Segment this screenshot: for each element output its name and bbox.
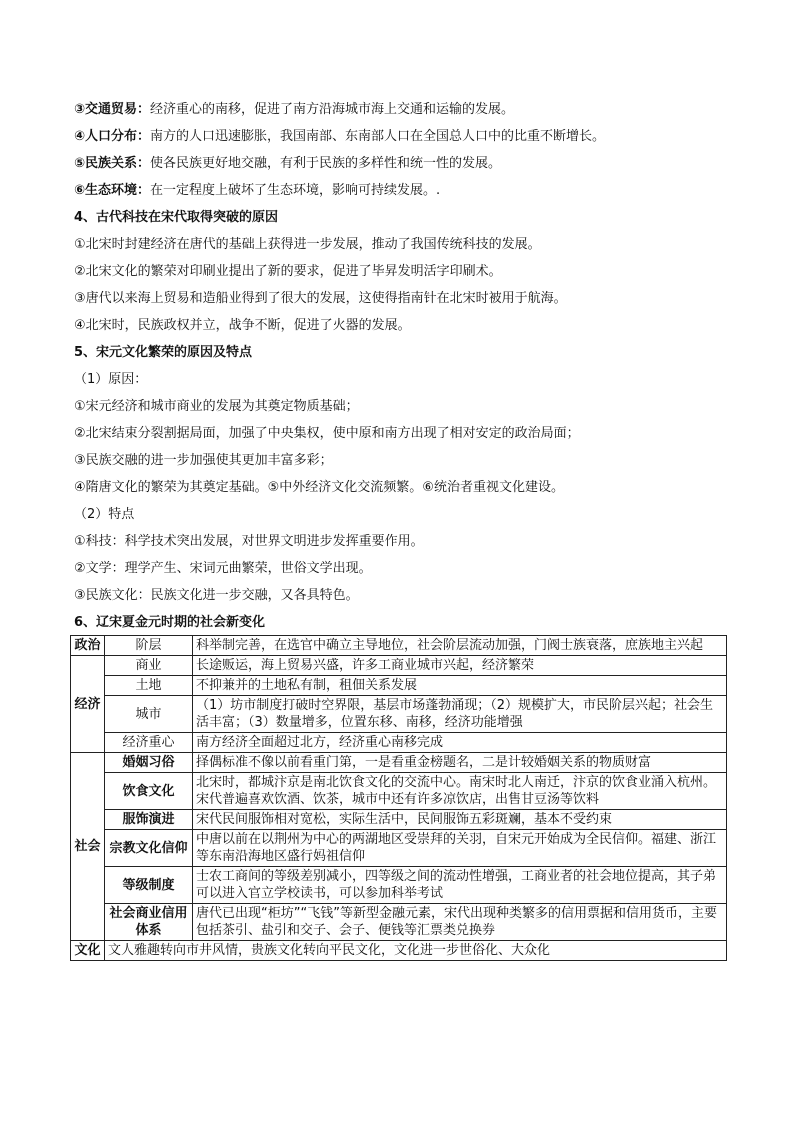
- description-cell: 科举制完善，在选官中确立主导地位，社会阶层流动加强，门阀士族衰落，庶族地主兴起: [193, 636, 727, 656]
- intro-item-5: [74, 150, 726, 177]
- social-changes-table: [70, 635, 727, 961]
- subcategory-cell: 婚姻习俗: [105, 753, 193, 773]
- table-row: [71, 636, 727, 656]
- subcategory-cell: 土地: [105, 676, 193, 696]
- description-cell: 长途贩运，海上贸易兴盛，许多工商业城市兴起，经济繁荣: [193, 656, 727, 676]
- section-4-title: 4、古代科技在宋代取得突破的原因: [74, 210, 279, 225]
- description-cell: 择偶标准不像以前看重门第，一是看重金榜题名，二是计较婚姻关系的物质财富: [193, 753, 727, 773]
- table-row: [71, 941, 727, 961]
- table-row: [71, 904, 727, 941]
- description-cell: 士农工商间的等级差别减小，四等级之间的流动性增强，工商业者的社会地位提高，其子弟可以进入官立学校读书，可以参加科举考试: [193, 867, 727, 904]
- section-4-item: ③唐代以来海上贸易和造船业得到了很大的发展，这使得指南针在北宋时被用于航海。: [74, 291, 567, 306]
- category-culture: 文化: [71, 941, 105, 961]
- intro-item-3: [74, 96, 726, 123]
- description-cell: 南方经济全面超过北方，经济重心南移完成: [193, 733, 727, 753]
- item-text: 使各民族更好地交融，有利于民族的多样性和统一性的发展。: [150, 156, 502, 171]
- subcategory-cell: 宗教文化信仰: [105, 830, 193, 867]
- table-row: [71, 867, 727, 904]
- item-text: 南方的人口迅速膨胀，我国南部、东南部人口在全国总人口中的比重不断增长。: [150, 129, 606, 144]
- table-row: [71, 733, 727, 753]
- subcategory-cell: 等级制度: [105, 867, 193, 904]
- reason-item: ③民族交融的进一步加强使其更加丰富多彩；: [74, 453, 333, 468]
- item-label: ④人口分布：: [74, 129, 151, 144]
- feature-item: ②文学：理学产生、宋词元曲繁荣，世俗文学出现。: [74, 561, 372, 576]
- table-row: [71, 830, 727, 867]
- reason-item: ②北宋结束分裂割据局面，加强了中央集权，使中原和南方出现了相对安定的政治局面；: [74, 426, 580, 441]
- item-label: ③交通贸易：: [74, 102, 151, 117]
- section-4-item: ②北宋文化的繁荣对印刷业提出了新的要求，促进了毕昇发明活字印刷术。: [74, 264, 502, 279]
- description-cell: （1）坊市制度打破时空界限，基层市场蓬勃涌现；（2）规模扩大，市民阶层兴起；社会生活丰富；（3）数量增多，位置东移、南移，经济功能增强: [193, 696, 727, 733]
- document-body: [74, 96, 726, 636]
- category-politics: 政治: [71, 636, 105, 656]
- description-cell: 唐代已出现“柜坊”“飞钱”等新型金融元素，宋代出现种类繁多的信用票据和信用货币，主要包括茶引、盐引和交子、会子、便钱等汇票类兑换券: [193, 904, 727, 941]
- subcategory-cell: 城市: [105, 696, 193, 733]
- feature-item: ①科技：科学技术突出发展，对世界文明进步发挥重要作用。: [74, 534, 424, 549]
- intro-item-4: [74, 123, 726, 150]
- subcategory-cell: 商业: [105, 656, 193, 676]
- table-row: [71, 753, 727, 773]
- features-title: （2）特点: [74, 507, 135, 522]
- description-cell: 中唐以前在以荆州为中心的两湖地区受崇拜的关羽，自宋元开始成为全民信仰。福建、浙江等东南沿海地区盛行妈祖信仰: [193, 830, 727, 867]
- table-row: [71, 810, 727, 830]
- section-6-title: 6、辽宋夏金元时期的社会新变化: [74, 615, 266, 630]
- item-label: ⑤民族关系：: [74, 156, 151, 171]
- description-cell: 不抑兼并的土地私有制，租佃关系发展: [193, 676, 727, 696]
- subcategory-cell: 服饰演进: [105, 810, 193, 830]
- table-row: [71, 696, 727, 733]
- subcategory-cell: 社会商业信用体系: [105, 904, 193, 941]
- intro-item-6: [74, 177, 726, 204]
- item-label: ⑥生态环境：: [74, 183, 151, 198]
- category-society: 社会: [71, 753, 105, 941]
- category-economy: 经济: [71, 656, 105, 753]
- subcategory-cell: 饮食文化: [105, 773, 193, 810]
- description-cell: 宋代民间服饰相对宽松，实际生活中，民间服饰五彩斑斓，基本不受约束: [193, 810, 727, 830]
- item-text: 在一定程度上破坏了生态环境，影响可持续发展。.: [150, 183, 441, 198]
- section-4-item: ④北宋时，民族政权并立，战争不断，促进了火器的发展。: [74, 318, 411, 333]
- reasons-title: （1）原因：: [74, 372, 148, 387]
- subcategory-cell: 阶层: [105, 636, 193, 656]
- description-cell: 北宋时，都城汴京是南北饮食文化的交流中心。南宋时北人南迁，汴京的饮食业涌入杭州。宋代普遍喜欢饮酒、饮茶，城市中还有许多凉饮店，出售甘豆汤等饮料: [193, 773, 727, 810]
- section-4-item: ①北宋时封建经济在唐代的基础上获得进一步发展，推动了我国传统科技的发展。: [74, 237, 541, 252]
- table-row: [71, 656, 727, 676]
- feature-item: ③民族文化：民族文化进一步交融，又各具特色。: [74, 588, 359, 603]
- item-text: 经济重心的南移，促进了南方沿海城市海上交通和运输的发展。: [150, 102, 515, 117]
- description-cell: 文人雅趣转向市井风情，贵族文化转向平民文化，文化进一步世俗化、大众化: [105, 941, 727, 961]
- table-row: [71, 676, 727, 696]
- table-row: [71, 773, 727, 810]
- section-5-title: 5、宋元文化繁荣的原因及特点: [74, 345, 253, 360]
- reason-item: ①宋元经济和城市商业的发展为其奠定物质基础；: [74, 399, 359, 414]
- reason-item: ④隋唐文化的繁荣为其奠定基础。⑤中外经济文化交流频繁。⑥统治者重视文化建设。: [74, 480, 564, 495]
- subcategory-cell: 经济重心: [105, 733, 193, 753]
